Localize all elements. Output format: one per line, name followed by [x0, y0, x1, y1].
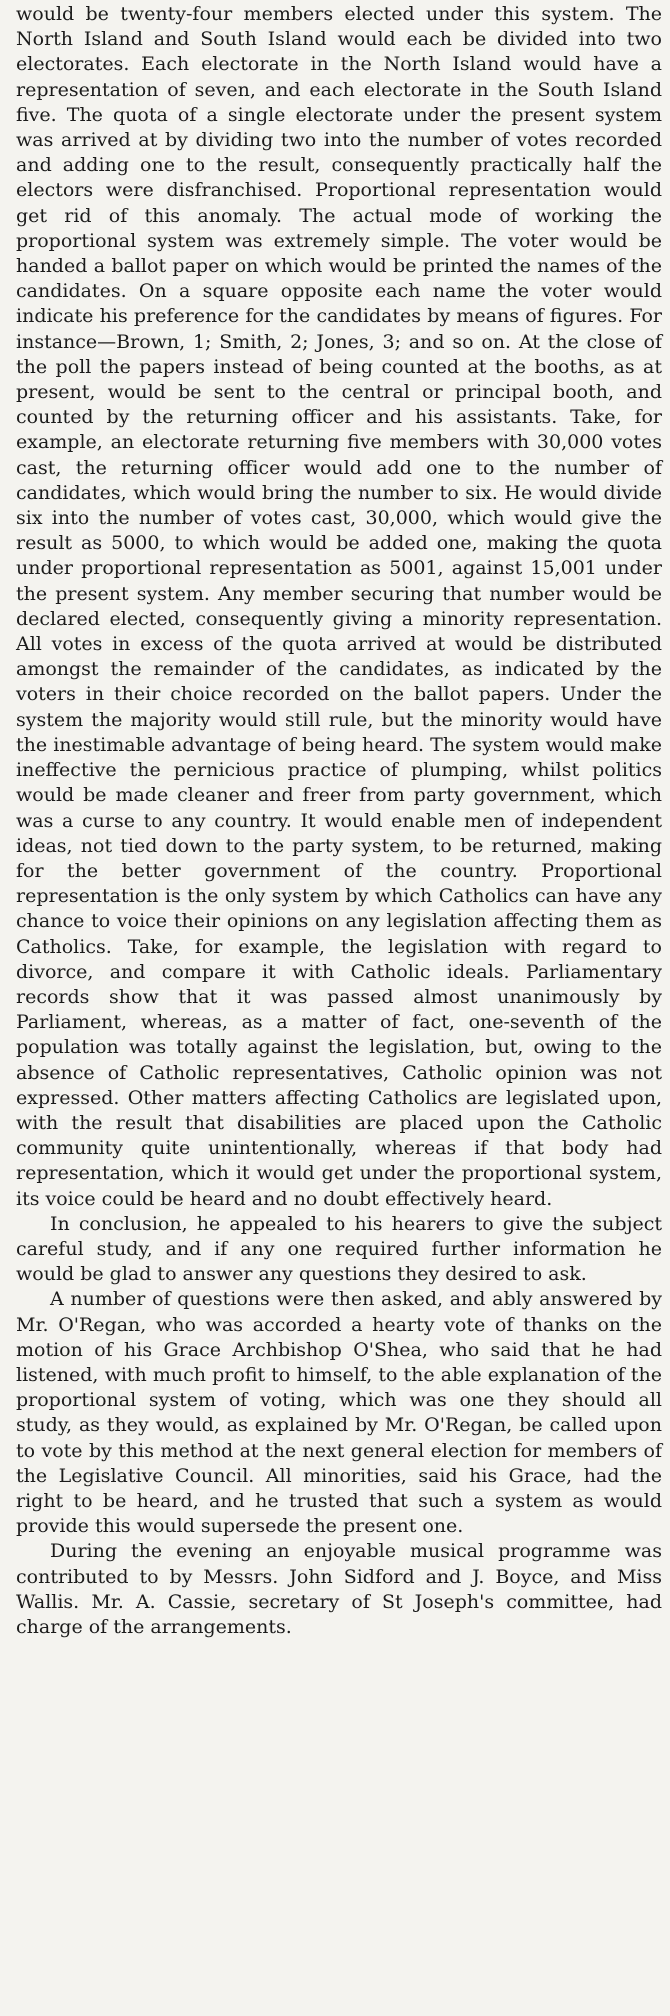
article-paragraph-4: During the evening an enjoyable musical programme was contributed to by Messrs. John Sidford and J. Boyce, and Miss Wallis. Mr. A. Cassie, secretary of St Joseph's committee, had charge of the arrangements.	[16, 1540, 662, 1638]
article-paragraph-2: In conclusion, he appealed to his hearers to give the subject careful study, and if any one required further information he would be glad to answer any questions they desired to ask.	[16, 1212, 662, 1286]
article-column	[16, 2, 662, 1640]
article-paragraph-3: A number of questions were then asked, and ably answered by Mr. O'Regan, who was accorded a hearty vote of thanks on the motion of his Grace Archbishop O'Shea, who said that he had listened, with much profit to himself, to the able explanation of the proportional system of voting, which was one they should all study, as they would, as explained by Mr. O'Regan, be called upon to vote by this method at the next general election for members of the Legislative Council. All minorities, said his Grace, had the right to be heard, and he trusted that such a system as would provide this would supersede the present one.	[16, 1288, 662, 1538]
article-paragraph-1: would be twenty-four members elected under this system. The North Island and South Island would each be divided into two electorates. Each electorate in the North Island would have a representation of seven, and each electorate in the South Island five. The quota of a single electorate under the present system was arrived at by dividing two into the number of votes recorded and adding one to the result, consequently practically half the electors were disfranchised. Proportional representation would get rid of this anomaly. The actual mode of working the proportional system was extremely simple. The voter would be handed a ballot paper on which would be printed the names of the candidates. On a square opposite each name the voter would indicate his preference for the candidates by means of figures. For instance—Brown, 1; Smith, 2; Jones, 3; and so on. At the close of the poll the papers instead of being counted at the booths, as at present, would be sent to the central or principal booth, and counted by the returning officer and his assistants. Take, for example, an electorate returning five members with 30,000 votes cast, the returning officer would add one to the number of candidates, which would bring the number to six. He would divide six into the number of votes cast, 30,000, which would give the result as 5000, to which would be added one, making the quota under proportional representation as 5001, against 15,001 under the present system. Any member securing that number would be declared elected, consequently giving a minority representation. All votes in excess of the quota arrived at would be distributed amongst the remainder of the candidates, as indicated by the voters in their choice recorded on the ballot papers. Under the system the majority would still rule, but the minority would have the inestimable advantage of being heard. The system would make ineffective the pernicious practice of plumping, whilst politics would be made cleaner and freer from party government, which was a curse to any country. It would enable men of independent ideas, not tied down to the party system, to be returned, making for the better government of the country. Proportional representation is the only system by which Catholics can have any chance to voice their opinions on any legislation affecting them as Catholics. Take, for example, the legislation with regard to divorce, and compare it with Catholic ideals. Parliamentary records show that it was passed almost unanimously by Parliament, whereas, as a matter of fact, one-seventh of the population was totally against the legislation, but, owing to the absence of Catholic representatives, Catholic opinion was not expressed. Other matters affecting Catholics are legislated upon, with the result that disabilities are placed upon the Catholic community quite unintentionally, whereas if that body had representation, which it would get under the proportional system, its voice could be heard and no doubt effectively heard.	[16, 3, 662, 1210]
